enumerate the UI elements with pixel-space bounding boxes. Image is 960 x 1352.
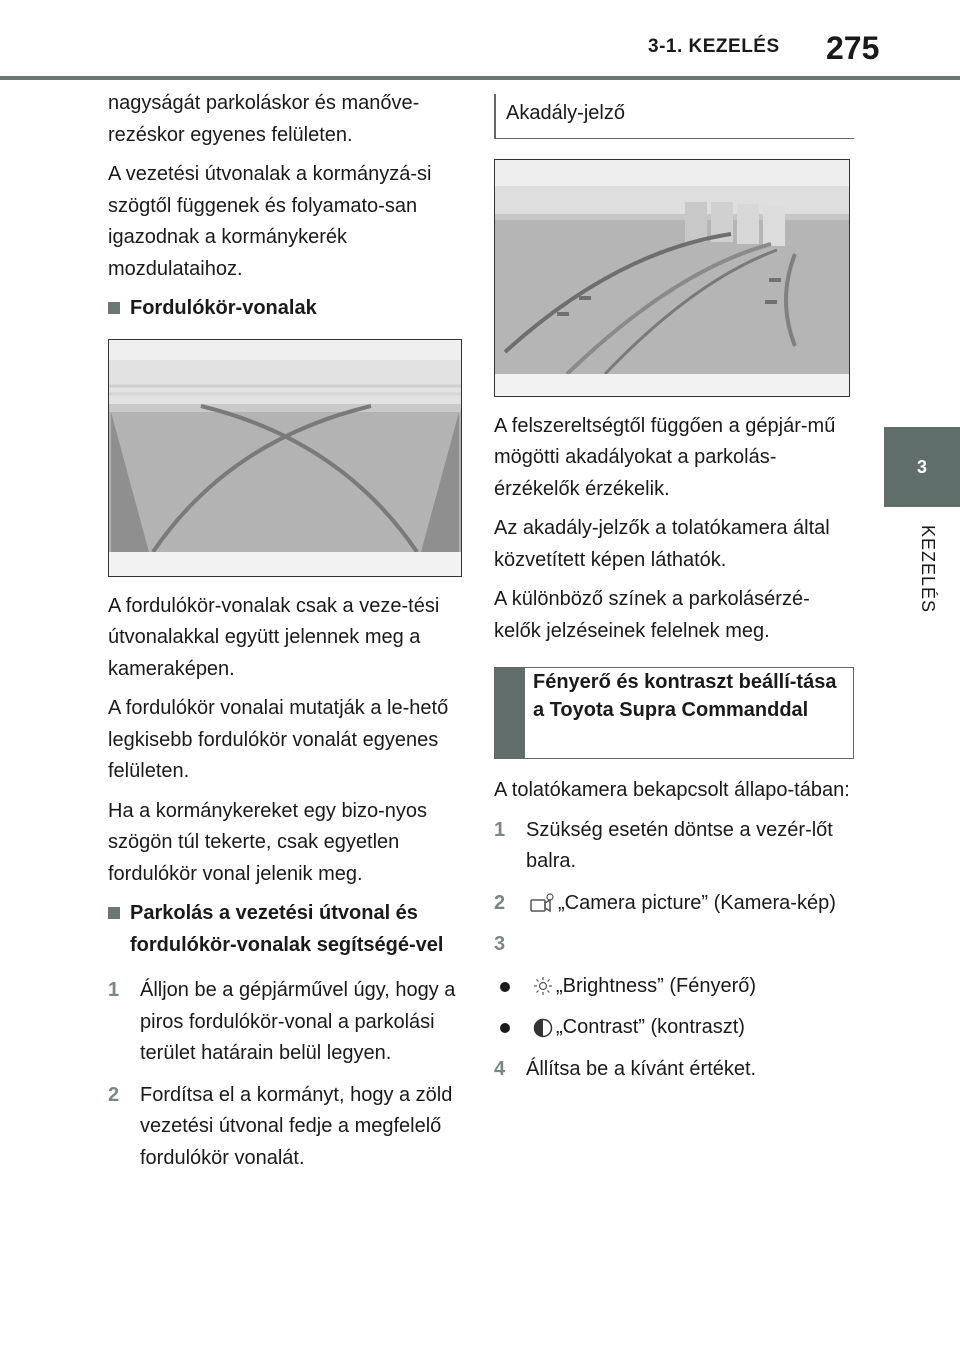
step-number: 2 bbox=[108, 1083, 120, 1106]
brightness-icon bbox=[532, 975, 554, 997]
bullet-text: „Contrast” (kontraszt) bbox=[556, 1016, 745, 1038]
left-column bbox=[108, 88, 468, 1184]
header-section: 3-1. KEZELÉS bbox=[648, 36, 780, 57]
square-bullet-icon bbox=[108, 302, 120, 314]
step-text: Állítsa be a kívánt értéket. bbox=[526, 1057, 757, 1080]
square-bullet-icon bbox=[108, 907, 120, 919]
paragraph: A különböző színek a parkolásérzé-kelők jelzéseinek felelnek meg. bbox=[494, 588, 810, 642]
bullet-text: „Brightness” (Fényerő) bbox=[556, 974, 757, 997]
paragraph: A fordulókör vonalai mutatják a le-hető legkisebb fordulókör vonalát egyenes felületen. bbox=[108, 697, 449, 782]
side-tab bbox=[884, 427, 960, 507]
step-item bbox=[494, 815, 854, 878]
bullet-item bbox=[494, 971, 854, 1003]
obstacle-marker-illustration bbox=[495, 160, 849, 396]
section-heading bbox=[108, 898, 468, 961]
obstacle-marker-heading: Akadály-jelző bbox=[494, 94, 854, 139]
bullet-dot-icon bbox=[500, 982, 510, 992]
paragraph: A fordulókör-vonalak csak a veze-tési útvonalakkal együtt jelennek meg a kameraképen. bbox=[108, 594, 440, 680]
paragraph: A tolatókamera bekapcsolt állapo-tában: bbox=[494, 779, 850, 801]
step-number: 4 bbox=[494, 1057, 506, 1080]
section-heading-text: Parkolás a vezetési útvonal és fordulókör-vonalak segítségé-vel bbox=[130, 902, 444, 956]
step-text: Szükség esetén döntse a vezér-lőt balra. bbox=[526, 818, 833, 872]
bullet-item bbox=[494, 1012, 854, 1044]
boxed-section-heading-text: Fényerő és kontraszt beállí-tása a Toyota Supra Commanddal bbox=[533, 671, 837, 721]
step-number: 2 bbox=[494, 891, 506, 914]
bullet-dot-icon bbox=[500, 1023, 510, 1033]
step-number: 3 bbox=[494, 933, 506, 955]
paragraph: nagyságát parkoláskor és manőve-rezéskor egyenes felületen. bbox=[108, 92, 420, 146]
step-item bbox=[494, 888, 854, 920]
page-number: 275 bbox=[826, 30, 880, 66]
step-item bbox=[108, 975, 468, 1070]
paragraph: A felszereltségtől függően a gépjár-mű mögötti akadályokat a parkolás-érzékelők érzékelik. bbox=[494, 414, 836, 500]
obstacle-marker-figure bbox=[494, 159, 850, 397]
step-item bbox=[494, 929, 854, 961]
step-text: „Camera picture” (Kamera-kép) bbox=[558, 891, 836, 914]
step-item bbox=[494, 1054, 854, 1086]
header-rule bbox=[0, 76, 960, 80]
boxed-section-heading bbox=[494, 667, 854, 759]
heading-bar bbox=[495, 668, 525, 758]
step-text: Fordítsa el a kormányt, hogy a zöld vezetési útvonal fedje a megfelelő fordulókör vonalát. bbox=[140, 1083, 453, 1169]
turning-circle-illustration bbox=[109, 340, 461, 576]
step-text-wrap bbox=[516, 888, 854, 920]
paragraph: A vezetési útvonalak a kormányzá-si szögtől függenek és folyamato-san igazodnak a kormánykerék mozdulataihoz. bbox=[108, 163, 432, 280]
section-heading bbox=[108, 293, 468, 325]
side-tab-number: 3 bbox=[916, 456, 927, 477]
bullet-text-wrap bbox=[528, 971, 756, 1003]
step-text: Álljon be a gépjárművel úgy, hogy a piros fordulókör-vonal a parkolási terület határain belül legyen. bbox=[140, 979, 456, 1064]
step-number: 1 bbox=[494, 818, 506, 841]
bullet-text-wrap bbox=[528, 1012, 745, 1044]
section-heading-text: Fordulókör-vonalak bbox=[130, 297, 317, 319]
step-item bbox=[108, 1080, 468, 1175]
turning-circle-figure bbox=[108, 339, 462, 577]
contrast-icon bbox=[532, 1017, 554, 1039]
camera-settings-icon bbox=[530, 892, 556, 914]
paragraph: Az akadály-jelzők a tolatókamera által közvetített képen láthatók. bbox=[494, 517, 830, 571]
step-number: 1 bbox=[108, 979, 120, 1001]
side-tab-label: KEZELÉS bbox=[918, 525, 938, 614]
paragraph: Ha a kormánykereket egy bizo-nyos szögön túl tekerte, csak egyetlen fordulókör vonal jelenik meg. bbox=[108, 799, 428, 885]
right-column bbox=[494, 94, 854, 1095]
